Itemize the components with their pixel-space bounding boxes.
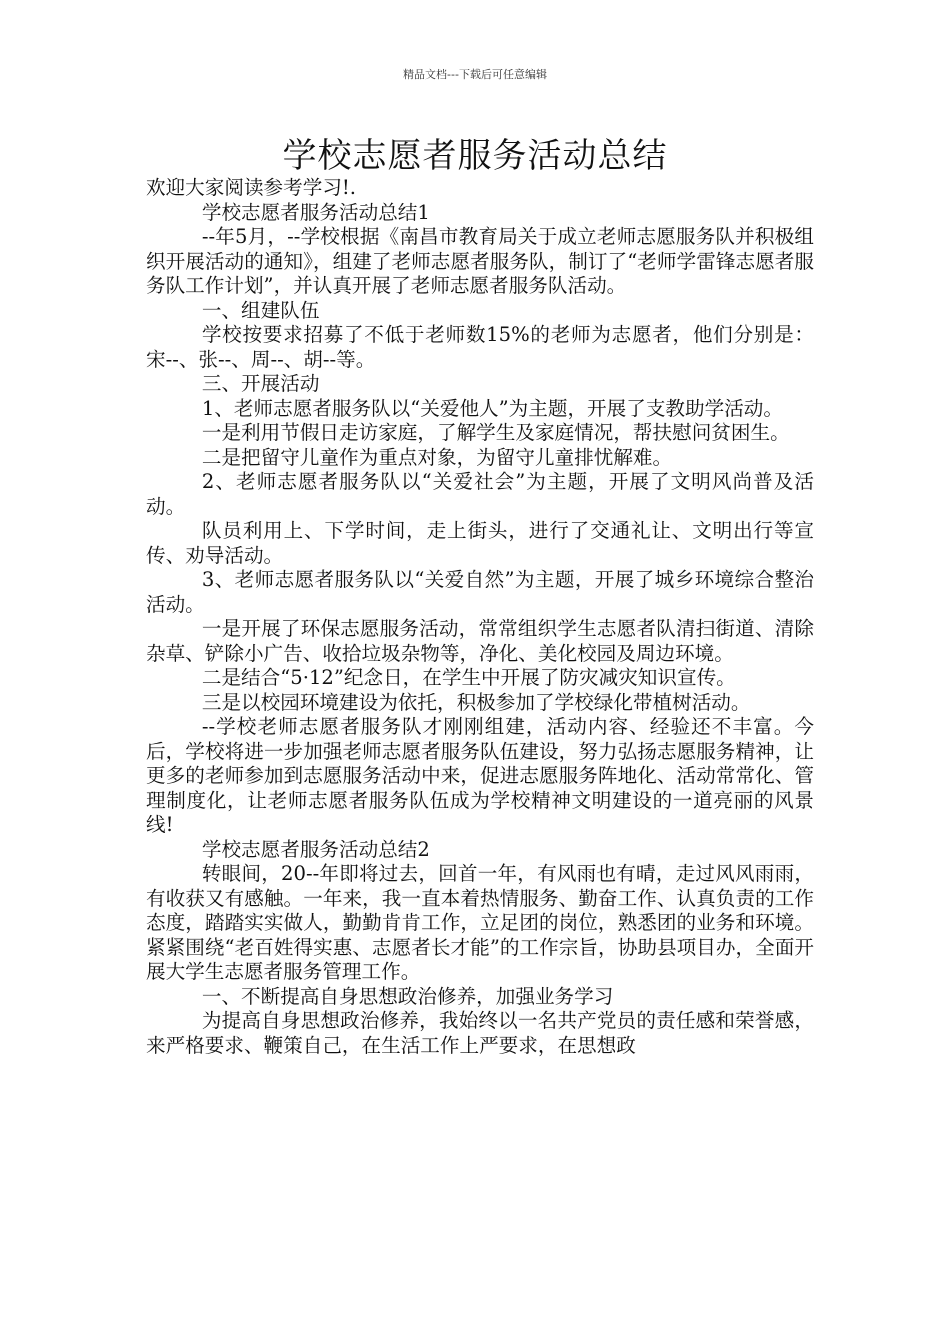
paragraph: 学校志愿者服务活动总结1 — [201, 200, 430, 224]
paragraph: --年5月，--学校根据《南昌市教育局关于成立老师志愿服务队并积极组织开展活动的通知》，组建了老师志愿者服务队，制订了“老师学雷锋志愿者服务队工作计划”，并认真开展了老师志愿者服务队活动。 — [146, 225, 814, 297]
paragraph: 2、老师志愿者服务队以“关爱社会”为主题，开展了文明风尚普及活动。 — [146, 470, 814, 518]
paragraph: 欢迎大家阅读参考学习!. — [146, 176, 357, 199]
paragraph: 学校志愿者服务活动总结2 — [201, 837, 430, 861]
paragraph: 3、老师志愿者服务队以“关爱自然”为主题，开展了城乡环境综合整治活动。 — [146, 568, 814, 616]
paragraph: 学校按要求招募了不低于老师数15%的老师为志愿者，他们分别是：宋--、张--、周--、胡--等。 — [146, 323, 814, 371]
paragraph: 为提高自身思想政治修养，我始终以一名共产党员的责任感和荣誉感，来严格要求、鞭策自己，在生活工作上严要求，在思想政 — [146, 1009, 814, 1057]
paragraph: 一、不断提高自身思想政治修养，加强业务学习 — [201, 984, 614, 1008]
paragraph: 三是以校园环境建设为依托，积极参加了学校绿化带植树活动。 — [201, 690, 751, 714]
paragraph: --学校老师志愿者服务队才刚刚组建，活动内容、经验还不丰富。今后，学校将进一步加强老师志愿者服务队伍建设，努力弘扬志愿服务精神，让更多的老师参加到志愿服务活动中来，促进志愿服务阵地化、活动常常化、管理制度化，让老师志愿者服务队伍成为学校精神文明建设的一道亮丽的风景线! — [146, 715, 814, 836]
paragraph: 二是结合“5·12”纪念日，在学生中开展了防灾减灾知识宣传。 — [201, 666, 736, 689]
paragraph: 三、开展活动 — [201, 372, 320, 395]
paragraph: 队员利用上、下学时间，走上街头，进行了交通礼让、文明出行等宣传、劝导活动。 — [146, 519, 814, 567]
header-note: 精品文档---下载后可任意编辑 — [403, 68, 547, 81]
paragraph: 二是把留守儿童作为重点对象，为留守儿童排忧解难。 — [201, 445, 673, 469]
paragraph: 1、老师志愿者服务队以“关爱他人”为主题，开展了支教助学活动。 — [201, 396, 783, 420]
paragraph: 一是利用节假日走访家庭，了解学生及家庭情况，帮扶慰问贫困生。 — [201, 421, 790, 444]
paragraph: 转眼间，20--年即将过去，回首一年，有风雨也有晴，走过风风雨雨，有收获又有感触。一年来，我一直本着热情服务、勤奋工作、认真负责的工作态度，踏踏实实做人，勤勤肯肯工作，立足团的岗位，熟悉团的业务和环境。紧紧围绕“老百姓得实惠、志愿者长才能”的工作宗旨，协助县项目办，全面开展大学生志愿者服务管理工作。 — [146, 862, 814, 983]
paragraph: 一、组建队伍 — [201, 298, 320, 322]
paragraph: 一是开展了环保志愿服务活动，常常组织学生志愿者队清扫街道、清除杂草、铲除小广告、收拾垃圾杂物等，净化、美化校园及周边环境。 — [146, 617, 814, 665]
document-body — [146, 176, 814, 1058]
document-title: 学校志愿者服务活动总结 — [282, 136, 668, 176]
